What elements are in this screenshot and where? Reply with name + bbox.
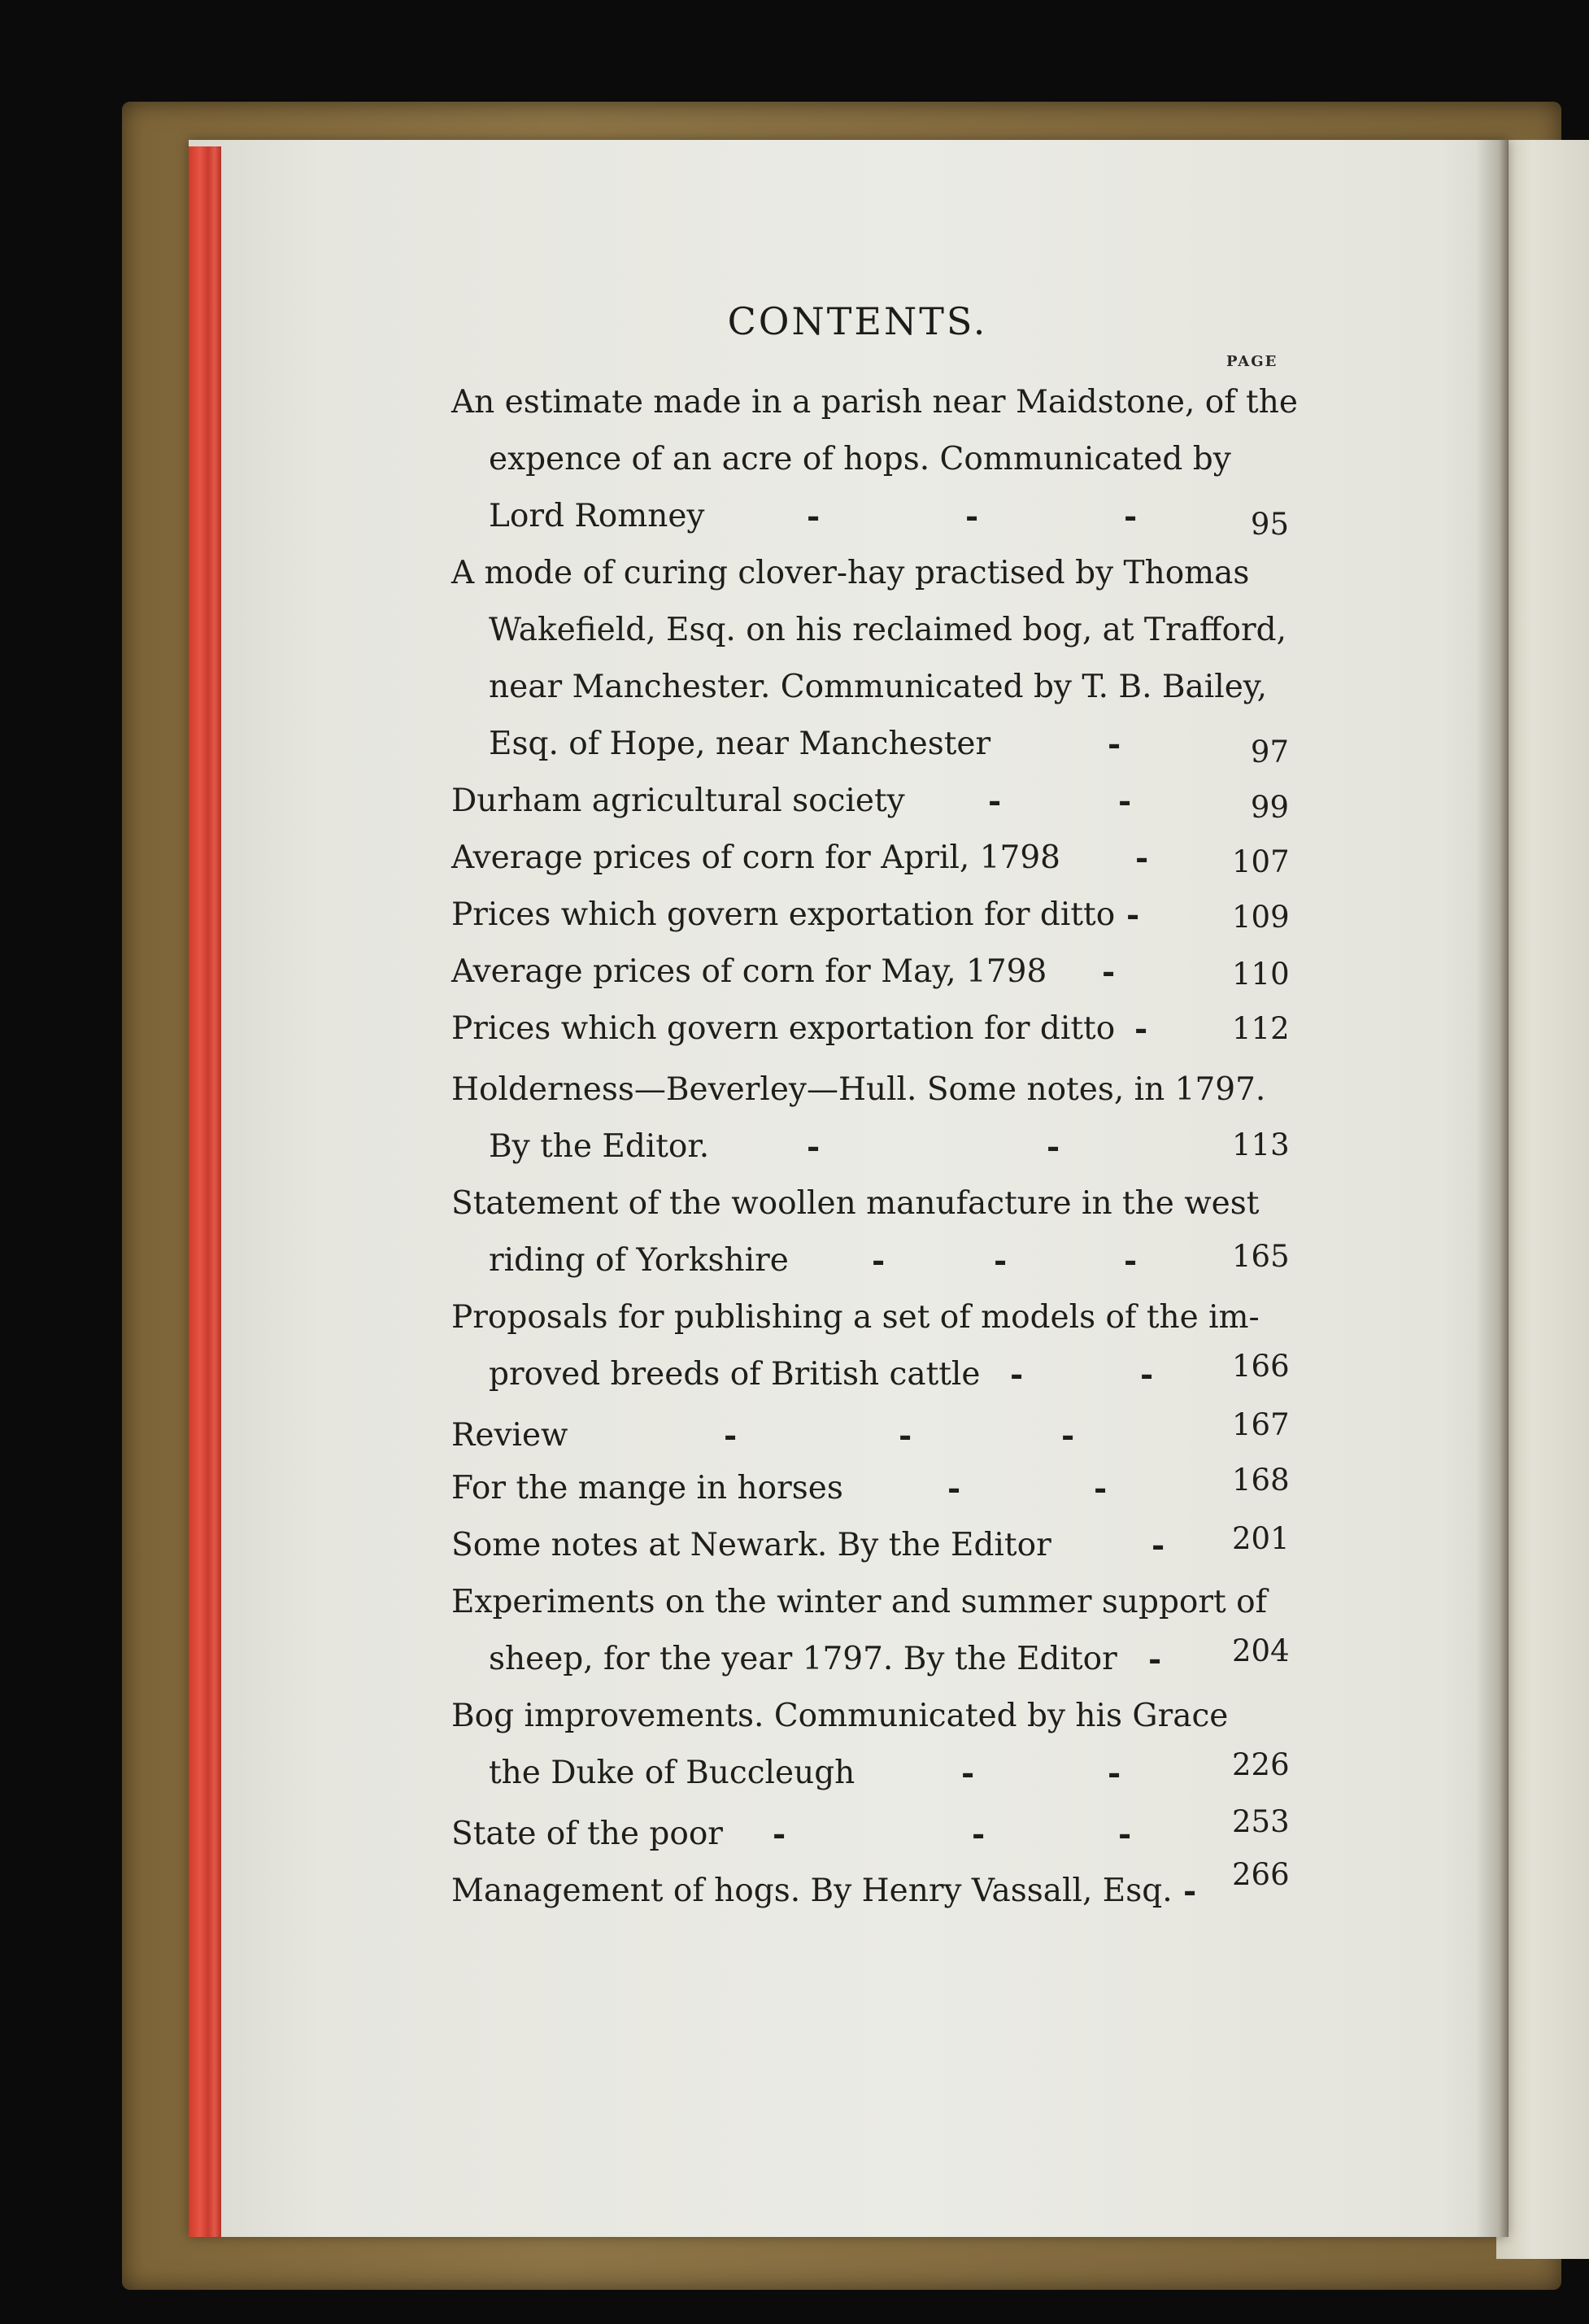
leader-dash: - [1126, 896, 1140, 934]
leader-dash: - [965, 498, 979, 535]
toc-page-number: 226 [1232, 1747, 1290, 1782]
leader-dash: - [1134, 1010, 1148, 1048]
leader-dash: - [1108, 726, 1121, 763]
leader-dash: - [972, 1816, 986, 1853]
leader-dash: - [872, 1242, 886, 1280]
leader-dash: - [773, 1816, 786, 1853]
leader-dash: - [961, 1755, 975, 1792]
toc-page-number: 167 [1232, 1407, 1290, 1442]
leader-dash: - [1102, 953, 1116, 991]
toc-page-number: 112 [1232, 1011, 1290, 1046]
leader-dash: - [1151, 1527, 1165, 1564]
toc-page-number: 110 [1232, 957, 1290, 992]
toc-page-number: 97 [1250, 735, 1289, 770]
leader-dash: - [1108, 1755, 1121, 1792]
table-of-contents: An estimate made in a parish near Maidstone, of the expence of an acre of hops. Communicated by Lord Romney - - - 95 A mode of curing clover-hay practised by Thomas Wakefield, Esq. on his reclaimed bog, at Trafford, near Manchester. Communicated by T. B. Bailey, Esq. of Hope, near Manchester - 97 Durham agricultural society - - 99 Average prices of corn for April, 1798 - 107 Prices which govern exportation for ditto - 109 Average prices of corn for May, 1798 - 110 Prices which govern exportation for ditto - 112 Holderness—Beverley—Hull. Some notes, in 1797. By the Editor. - - 113 Statement of the woollen manufacture in the west riding of Yorkshire - - - 165 Proposals for publishing a set of models of the im- proved breeds of British cattle - - 166 Review - - - 167 For the mange in horses - - 168 Some notes at Newark. By the Editor - 201 Experiments on the winter and summer support of sheep, for the year 1797. By the Editor - 204 Bog improvements. Communicated by his Grace the Duke of Buccleugh - - 226 State of the poor - - - 253 Management of hogs. By Henry Vassall, Esq. - 266 [0, 0, 1589, 2324]
toc-page-number: 99 [1250, 790, 1289, 825]
leader-dash: - [1047, 1128, 1060, 1166]
toc-page-number: 201 [1232, 1521, 1290, 1556]
toc-page-number: 95 [1250, 507, 1289, 542]
toc-page-number: 109 [1232, 900, 1290, 935]
leader-dash: - [988, 783, 1002, 820]
leader-dash: - [994, 1242, 1008, 1280]
toc-page-number: 165 [1232, 1239, 1290, 1274]
leader-dash: - [1094, 1470, 1108, 1507]
toc-page-number: 253 [1232, 1804, 1290, 1839]
page-column-label: PAGE [1226, 353, 1278, 370]
leader-dash: - [1124, 498, 1138, 535]
leader-dash: - [1118, 783, 1132, 820]
leader-dash: - [1010, 1356, 1024, 1393]
leader-dash: - [724, 1417, 738, 1454]
leader-dash: - [1148, 1641, 1162, 1678]
leader-dash: - [947, 1470, 961, 1507]
leader-dash: - [1140, 1356, 1154, 1393]
toc-page-number: 113 [1232, 1127, 1290, 1162]
toc-page-number: 107 [1232, 844, 1290, 879]
leader-dash: - [1061, 1417, 1075, 1454]
leader-dash: - [1118, 1816, 1132, 1853]
leader-dash: - [1183, 1873, 1197, 1910]
contents-heading: CONTENTS. [727, 299, 988, 343]
leader-dash: - [807, 1128, 821, 1166]
leader-dash: - [1135, 839, 1149, 877]
toc-page-number: 266 [1232, 1857, 1290, 1892]
leader-dash: - [1124, 1242, 1138, 1280]
toc-page-number: 204 [1232, 1633, 1290, 1668]
leader-dash: - [899, 1417, 912, 1454]
toc-page-number: 168 [1232, 1463, 1290, 1498]
leader-dash: - [807, 498, 821, 535]
toc-page-number: 166 [1232, 1349, 1290, 1384]
